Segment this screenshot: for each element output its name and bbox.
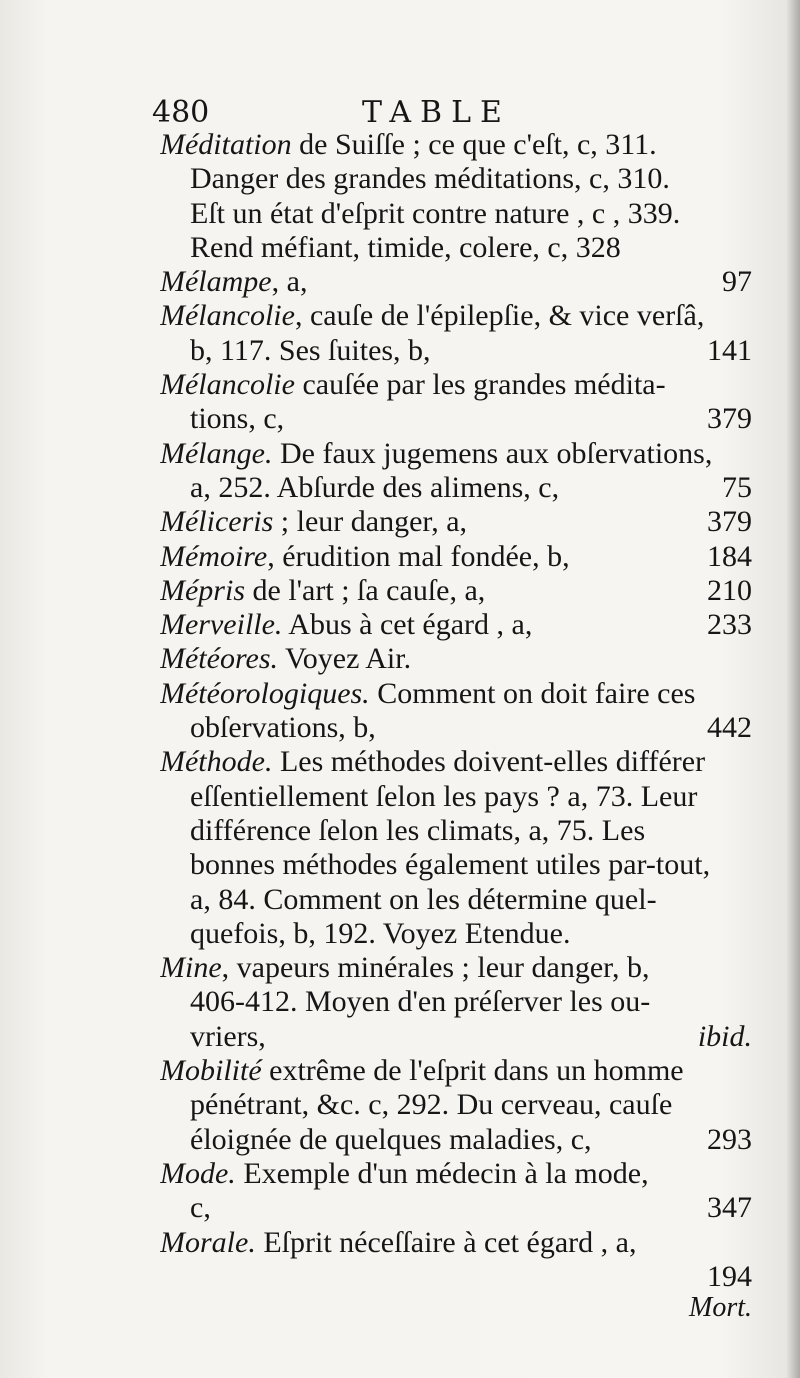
- entry-headword: Mélampe: [160, 265, 272, 299]
- entry-body: De faux jugemens aux obſervations,: [272, 436, 713, 470]
- entry-text: [190, 711, 376, 745]
- entry-headword: Météorologiques.: [160, 676, 370, 710]
- index-entry-line: [160, 951, 752, 985]
- entry-headword: Mémoire: [160, 539, 268, 573]
- entry-page-ref: 210: [707, 573, 752, 607]
- entry-text: [160, 1157, 649, 1191]
- entry-body: c,: [190, 1191, 211, 1225]
- entry-page-ref: 347: [707, 1191, 752, 1225]
- entry-text: [190, 162, 670, 196]
- entry-body: pénétrant, &c. c, 292. Du cerveau, cauſe: [190, 1088, 673, 1122]
- page-title: TABLE: [362, 95, 511, 130]
- index-entries: [160, 128, 752, 1294]
- entry-body: , érudition mal fondée, b,: [267, 539, 570, 573]
- entry-text: [160, 951, 649, 985]
- entry-text: [190, 780, 697, 814]
- index-entry-line: [160, 1054, 752, 1088]
- entry-body: différence ſelon les climats, a, 75. Les: [190, 813, 646, 847]
- index-entry-line: [160, 437, 752, 471]
- index-continuation-line: [160, 1088, 752, 1122]
- entry-headword: Mépris: [160, 573, 245, 607]
- entry-body: Eſt un état d'eſprit contre nature , c , 339.: [190, 196, 681, 230]
- entry-text: [190, 1020, 266, 1054]
- entry-page-ref: ibid.: [697, 1019, 752, 1053]
- entry-headword: Mélancolie: [160, 368, 295, 402]
- entry-headword: Mélancolie: [160, 299, 295, 333]
- entry-text: [160, 608, 532, 642]
- index-continuation-line: [160, 162, 752, 196]
- entry-text: [190, 814, 645, 848]
- catchword: Mort.: [689, 1292, 752, 1323]
- index-entry-line: [160, 505, 752, 539]
- entry-text: [190, 231, 621, 265]
- entry-headword: Merveille.: [160, 608, 283, 642]
- entry-body: Eſprit néceſſaire à cet égard , a,: [255, 1225, 637, 1259]
- entry-page-ref: 379: [707, 505, 752, 539]
- entry-page-ref: 293: [707, 1122, 752, 1156]
- index-continuation-line: [160, 883, 752, 917]
- entry-text: [160, 574, 485, 608]
- index-entry-line: [160, 574, 752, 608]
- entry-text: [160, 368, 666, 402]
- entry-body: Danger des grandes méditations, c, 310.: [190, 162, 670, 196]
- entry-body: Comment on doit faire ces: [369, 676, 696, 710]
- entry-text: [190, 985, 650, 1019]
- entry-body: Les méthodes doivent-elles différer: [272, 745, 706, 779]
- index-entry-line: [160, 299, 752, 333]
- entry-text: [190, 471, 559, 505]
- entry-text: [160, 437, 712, 471]
- entry-body: a, 252. Abſurde des alimens, c,: [190, 470, 560, 504]
- index-continuation-line: [160, 985, 752, 1019]
- index-continuation-line: [160, 1191, 752, 1225]
- entry-text: [160, 540, 570, 574]
- entry-text: [160, 642, 411, 676]
- entry-headword: Méditation: [160, 128, 292, 161]
- entry-headword: Méthode.: [160, 745, 273, 779]
- index-continuation-line: [160, 917, 752, 951]
- entry-body: , vapeurs minérales ; leur danger, b,: [221, 951, 650, 985]
- entry-body: de l'art ; ſa cauſe, a,: [245, 573, 486, 607]
- index-continuation-line: [160, 814, 752, 848]
- index-continuation-line: [160, 848, 752, 882]
- index-continuation-line: [160, 780, 752, 814]
- entry-text: [160, 265, 307, 299]
- entry-body: cauſée par les grandes médita-: [294, 368, 666, 402]
- entry-text: [160, 745, 705, 779]
- entry-page-ref: 97: [722, 265, 752, 299]
- index-entry-line: [160, 1226, 752, 1260]
- entry-body: ; leur danger, a,: [273, 505, 468, 539]
- entry-body: bonnes méthodes également utiles par-tout,: [190, 848, 711, 882]
- index-continuation-line: [160, 1260, 752, 1294]
- entry-body: a, 84. Comment on les détermine quel-: [190, 882, 657, 916]
- entry-body: Abus à cet égard , a,: [282, 608, 533, 642]
- entry-page-ref: 379: [707, 402, 752, 436]
- entry-headword: Météores.: [160, 642, 279, 676]
- entry-text: [190, 1123, 592, 1157]
- entry-headword: Mode.: [160, 1156, 236, 1190]
- index-entry-line: [160, 608, 752, 642]
- entry-headword: Mélange.: [160, 436, 273, 470]
- entry-page-ref: 184: [707, 539, 752, 573]
- index-continuation-line: [160, 231, 752, 265]
- page-number: 480: [152, 95, 210, 130]
- entry-text: [190, 402, 284, 436]
- page-gutter-shadow: [786, 0, 800, 1378]
- entry-page-ref: 442: [707, 711, 752, 745]
- entry-text: [160, 1054, 684, 1088]
- entry-text: [160, 505, 467, 539]
- index-entry-line: [160, 745, 752, 779]
- entry-body: Exemple d'un médecin à la mode,: [235, 1156, 649, 1190]
- entry-headword: Méliceris: [160, 505, 274, 539]
- entry-page-ref: 233: [707, 608, 752, 642]
- entry-text: [190, 848, 710, 882]
- index-entry-line: [160, 1157, 752, 1191]
- entry-body: extrême de l'eſprit dans un homme: [261, 1054, 684, 1088]
- entry-body: eſſentiellement ſelon les pays ? a, 73. Leur: [190, 779, 698, 813]
- index-entry-line: [160, 128, 752, 162]
- entry-text: [190, 917, 571, 951]
- entry-text: [190, 883, 657, 917]
- entry-body: vriers,: [190, 1019, 266, 1053]
- entry-text: [190, 1088, 672, 1122]
- entry-page-ref: 75: [722, 470, 752, 504]
- index-continuation-line: [160, 197, 752, 231]
- entry-body: b, 117. Ses ſuites, b,: [190, 333, 431, 367]
- entry-body: , a,: [271, 265, 308, 299]
- entry-body: éloignée de quelques maladies, c,: [190, 1122, 592, 1156]
- entry-body: tions, c,: [190, 402, 285, 436]
- index-entry-line: [160, 642, 752, 676]
- entry-body: 406-412. Moyen d'en préſerver les ou-: [190, 985, 651, 1019]
- entry-text: [160, 299, 704, 333]
- entry-text: [190, 1191, 211, 1225]
- entry-body: , cauſe de l'épilepſie, & vice verſâ,: [294, 299, 705, 333]
- entry-text: [160, 677, 695, 711]
- entry-text: [190, 197, 680, 231]
- index-entry-line: [160, 265, 752, 299]
- entry-body: quefois, b, 192. Voyez Etendue.: [190, 916, 571, 950]
- entry-page-ref: 194: [707, 1259, 752, 1293]
- entry-body: Rend méfiant, timide, colere, c, 328: [190, 230, 621, 264]
- index-entry-line: [160, 540, 752, 574]
- entry-text: [190, 334, 431, 368]
- entry-body: de Suiſſe ; ce que c'eſt, c, 311.: [291, 128, 657, 161]
- index-continuation-line: [160, 334, 752, 368]
- index-continuation-line: [160, 1123, 752, 1157]
- index-continuation-line: [160, 711, 752, 745]
- entry-body: obſervations, b,: [190, 711, 376, 745]
- index-continuation-line: [160, 1020, 752, 1054]
- entry-headword: Morale.: [160, 1225, 256, 1259]
- index-continuation-line: [160, 471, 752, 505]
- entry-headword: Mine: [160, 951, 222, 985]
- index-entry-line: [160, 677, 752, 711]
- entry-body: Voyez Air.: [278, 642, 412, 676]
- entry-headword: Mobilité: [160, 1054, 262, 1088]
- entry-text: [160, 128, 657, 162]
- index-continuation-line: [160, 402, 752, 436]
- index-entry-line: [160, 368, 752, 402]
- entry-page-ref: 141: [707, 333, 752, 367]
- entry-text: [160, 1226, 636, 1260]
